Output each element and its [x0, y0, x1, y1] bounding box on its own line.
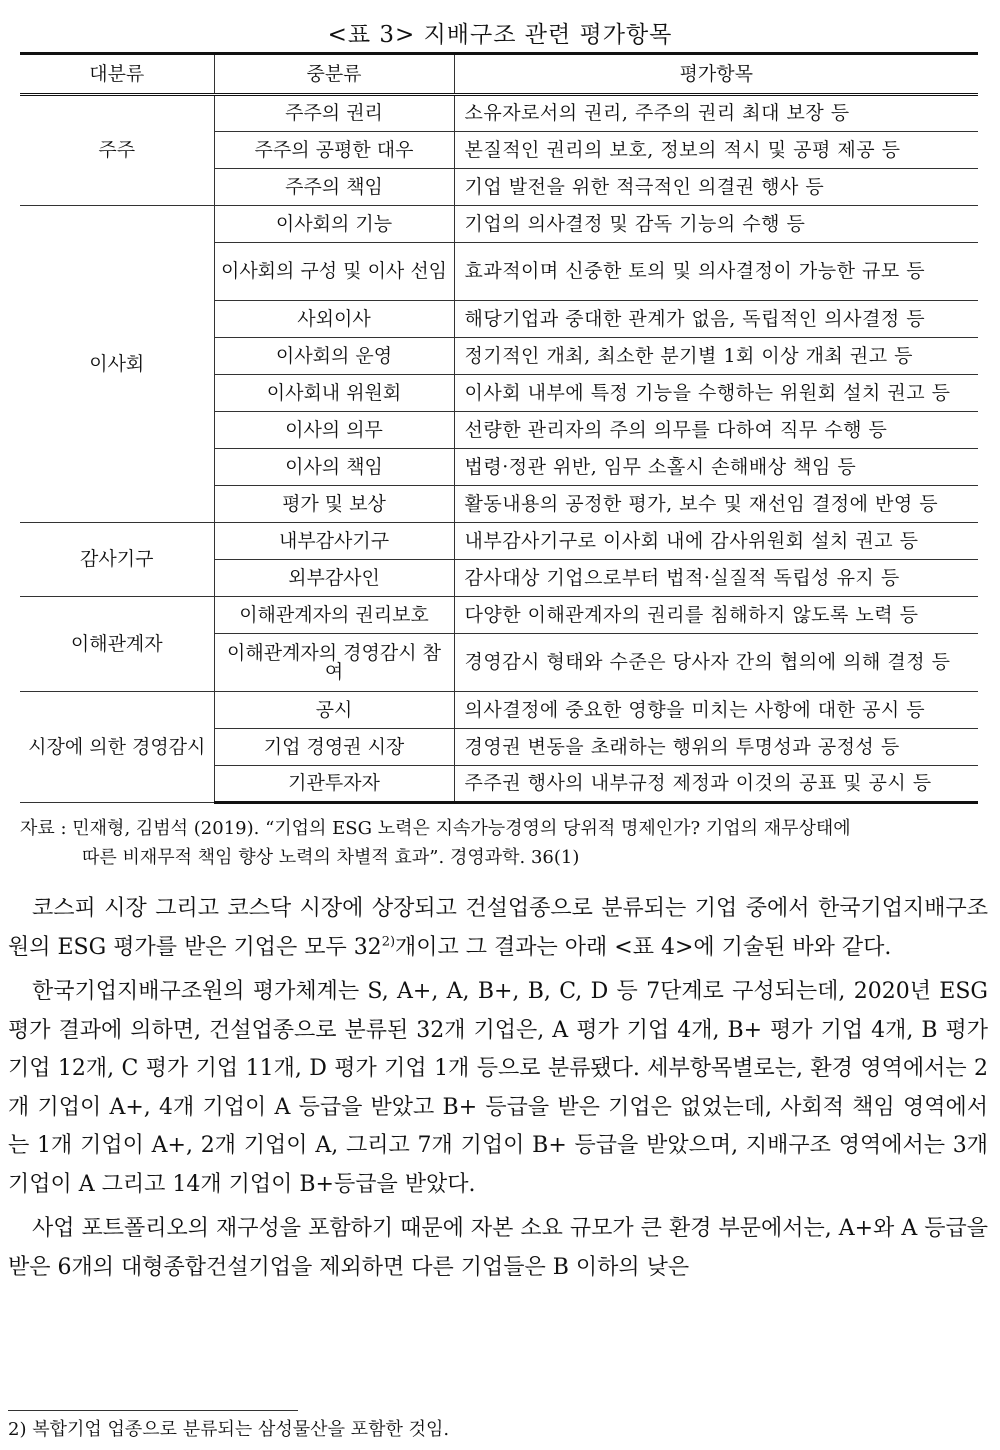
evaluation-item-cell: 의사결정에 중요한 영향을 미치는 사항에 대한 공시 등: [454, 692, 978, 729]
category-cell: 이해관계자: [20, 597, 214, 692]
subcategory-cell: 내부감사기구: [214, 523, 454, 560]
evaluation-item-cell: 법령·정관 위반, 임무 소홀시 손해배상 책임 등: [454, 449, 978, 486]
paragraph-1-text-after: 개이고 그 결과는 아래 <표 4>에 기술된 바와 같다.: [395, 934, 892, 960]
body-text: [8, 890, 988, 1293]
evaluation-item-cell: 기업의 의사결정 및 감독 기능의 수행 등: [454, 206, 978, 243]
subcategory-cell: 평가 및 보상: [214, 486, 454, 523]
table-source-note: [20, 814, 988, 872]
evaluation-item-cell: 기업 발전을 위한 적극적인 의결권 행사 등: [454, 169, 978, 206]
table-row: [20, 597, 978, 634]
footnote-divider: [8, 1410, 298, 1411]
category-cell: 감사기구: [20, 523, 214, 597]
subcategory-cell: 이사의 의무: [214, 412, 454, 449]
subcategory-cell: 외부감사인: [214, 560, 454, 597]
paragraph-2: 한국기업지배구조원의 평가체계는 S, A+, A, B+, B, C, D 등 7단계로 구성되는데, 2020년 ESG 평가 결과에 의하면, 건설업종으로 분류된 32개 기업은, A 평가 기업 4개, B+ 평가 기업 4개, B 평가 기업 12개, C 평가 기업 11개, D 평가 기업 1개 등으로 분류됐다. 세부항목별로는, 환경 영역에서는 2개 기업이 A+, 4개 기업이 A 등급을 받았고 B+ 등급을 받은 기업은 없었는데, 사회적 책임 영역에서는 1개 기업이 A+, 2개 기업이 A, 그리고 7개 기업이 B+ 등급을 받았으며, 지배구조 영역에서는 3개 기업이 A 그리고 14개 기업이 B+등급을 받았다.: [8, 979, 988, 1197]
subcategory-cell: 이사회내 위원회: [214, 375, 454, 412]
source-line-2: 따른 비재무적 책임 향상 노력의 차별적 효과”. 경영과학. 36(1): [82, 847, 580, 868]
header-category: 대분류: [20, 54, 214, 95]
subcategory-cell: 이해관계자의 권리보호: [214, 597, 454, 634]
subcategory-cell: 주주의 권리: [214, 95, 454, 132]
subcategory-cell: 이사회의 기능: [214, 206, 454, 243]
category-cell: 이사회: [20, 206, 214, 523]
table-row: [20, 523, 978, 560]
category-cell: 주주: [20, 95, 214, 206]
evaluation-item-cell: 정기적인 개최, 최소한 분기별 1회 이상 개최 권고 등: [454, 338, 978, 375]
evaluation-item-cell: 활동내용의 공정한 평가, 보수 및 재선임 결정에 반영 등: [454, 486, 978, 523]
table-header-row: [20, 54, 978, 95]
governance-evaluation-table: [20, 52, 978, 804]
evaluation-item-cell: 소유자로서의 권리, 주주의 권리 최대 보장 등: [454, 95, 978, 132]
paragraph-3: 사업 포트폴리오의 재구성을 포함하기 때문에 자본 소요 규모가 큰 환경 부문에서는, A+와 A 등급을 받은 6개의 대형종합건설기업을 제외하면 다른 기업들은 B 이하의 낮은: [8, 1216, 988, 1280]
evaluation-item-cell: 감사대상 기업으로부터 법적·실질적 독립성 유지 등: [454, 560, 978, 597]
category-cell: 시장에 의한 경영감시: [20, 692, 214, 803]
subcategory-cell: 이해관계자의 경영감시 참여: [214, 634, 454, 692]
subcategory-cell: 공시: [214, 692, 454, 729]
evaluation-item-cell: 경영감시 형태와 수준은 당사자 간의 협의에 의해 결정 등: [454, 634, 978, 692]
evaluation-item-cell: 다양한 이해관계자의 권리를 침해하지 않도록 노력 등: [454, 597, 978, 634]
source-line-1: 자료 : 민재형, 김범석 (2019). “기업의 ESG 노력은 지속가능경영의 당위적 명제인가? 기업의 재무상태에: [20, 818, 851, 839]
subcategory-cell: 주주의 책임: [214, 169, 454, 206]
header-evaluation-item: 평가항목: [454, 54, 978, 95]
evaluation-item-cell: 효과적이며 신중한 토의 및 의사결정이 가능한 규모 등: [454, 243, 978, 301]
subcategory-cell: 사외이사: [214, 301, 454, 338]
subcategory-cell: 주주의 공평한 대우: [214, 132, 454, 169]
evaluation-item-cell: 내부감사기구로 이사회 내에 감사위원회 설치 권고 등: [454, 523, 978, 560]
subcategory-cell: 이사의 책임: [214, 449, 454, 486]
subcategory-cell: 이사회의 운영: [214, 338, 454, 375]
evaluation-item-cell: 선량한 관리자의 주의 의무를 다하여 직무 수행 등: [454, 412, 978, 449]
subcategory-cell: 이사회의 구성 및 이사 선임: [214, 243, 454, 301]
subcategory-cell: 기관투자자: [214, 766, 454, 803]
evaluation-item-cell: 경영권 변동을 초래하는 행위의 투명성과 공정성 등: [454, 729, 978, 766]
paragraph-1-text-before: 코스피 시장 그리고 코스닥 시장에 상장되고 건설업종으로 분류되는 기업 중에서 한국기업지배구조원의 ESG 평가를 받은 기업은 모두 32: [8, 896, 988, 960]
subcategory-cell: 기업 경영권 시장: [214, 729, 454, 766]
evaluation-item-cell: 해당기업과 중대한 관계가 없음, 독립적인 의사결정 등: [454, 301, 978, 338]
table-row: [20, 692, 978, 729]
evaluation-item-cell: 이사회 내부에 특정 기능을 수행하는 위원회 설치 권고 등: [454, 375, 978, 412]
paragraph-1: [8, 890, 988, 967]
table-row: [20, 95, 978, 132]
evaluation-item-cell: 주주권 행사의 내부규정 제정과 이것의 공표 및 공시 등: [454, 766, 978, 803]
table-row: [20, 206, 978, 243]
header-subcategory: 중분류: [214, 54, 454, 95]
footnote-ref[interactable]: 2): [381, 934, 396, 950]
footnote: 2) 복합기업 업종으로 분류되는 삼성물산을 포함한 것임.: [8, 1419, 450, 1440]
table-caption: <표 3> 지배구조 관련 평가항목: [327, 22, 673, 48]
evaluation-item-cell: 본질적인 권리의 보호, 정보의 적시 및 공평 제공 등: [454, 132, 978, 169]
